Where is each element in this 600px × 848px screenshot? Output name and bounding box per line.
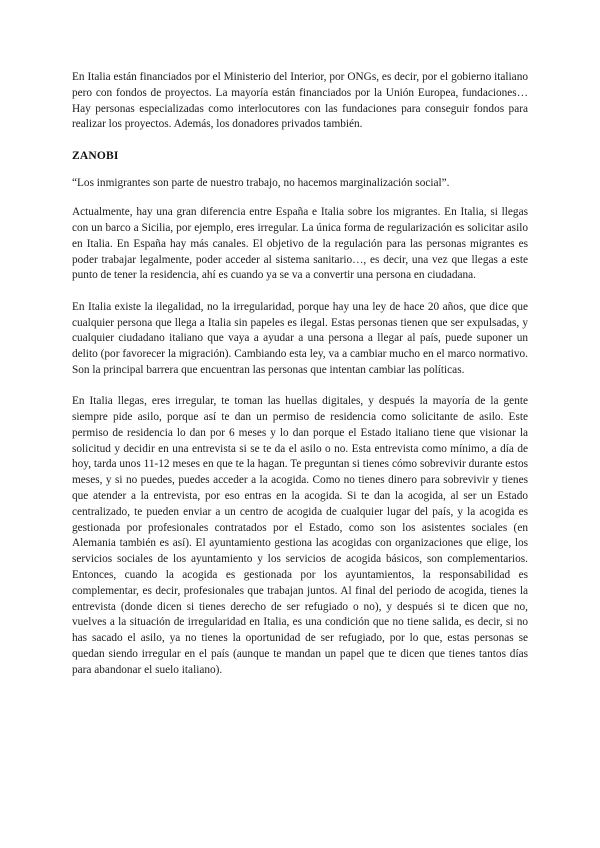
paragraph-spain-italy: Actualmente, hay una gran diferencia entre España e Italia sobre los migrantes. En Italia, si llegas con un barco a Sicilia, por ejemplo, eres irregular. La única forma de regularización es solicitar asilo en Italia. En España hay más canales. El objetivo de la regulación para las personas migrantes es poder trabajar legalmente, poder acceder al sistema sanitario…, es decir, una vez que llegas a este punto de tener la residencia, ahí es cuando ya se va a convertir una persona en ciudadana. [72, 206, 528, 282]
quote-paragraph: “Los inmigrantes son parte de nuestro trabajo, no hacemos marginalización social”. [72, 177, 450, 190]
section-heading: ZANOBI [72, 149, 119, 162]
paragraph-asylum-process: En Italia llegas, eres irregular, te toman las huellas digitales, y después la mayoría de la gente siempre pide asilo, porque así te dan un permiso de residencia como solicitante de asilo. Este permiso de residencia lo dan por 6 meses y lo dan porque el Estado italiano tiene que visionar la solicitud y decidir en una entrevista si se te da el asilo o no. Esta entrevista como mínimo, a día de hoy, tarda unos 11-12 meses en que te la hagan. Te preguntan si tienes cómo sobrevivir durante estos meses, y si no puedes, puedes acceder a la acogida. Como no tienes dinero para sobrevivir y tienes que atender a la entrevista, por eso entras en la acogida. Si te dan la acogida, al ser un Estado centralizado, te pueden enviar a un centro de acogida de cualquier lugar del país, y la acogida es gestionada por profesionales contratados por el Estado, como son los asistentes sociales (en Alemania también es así). El ayuntamiento gestiona las acogidas con organizaciones que elige, los servicios sociales de los ayuntamiento y los servicios de acogida básicos, son complementarios. Entonces, cuando la acogida es gestionada por los ayuntamientos, la responsabilidad es complementar, es decir, profesionales que trabajan juntos. Al final del periodo de acogida, tienes la entrevista (donde dicen si tienes derecho de ser refugiado o no), y después si te dicen que no, vuelves a la situación de irregularidad en Italia, es una condición que no tiene salida, es decir, si no has sacado el asilo, ya no tienes la oportunidad de ser refugiado, por lo que, estas personas se quedan siendo irregular en el país (aunque te mandan un papel que te dicen que tienes tantos días para abandonar el suelo italiano). [72, 395, 528, 676]
paragraph-funding: En Italia están financiados por el Ministerio del Interior, por ONGs, es decir, por el gobierno italiano pero con fondos de proyectos. La mayoría están financiados por la Unión Europea, fundaciones… Hay personas especializadas como interlocutores con las fundaciones para conseguir fondos para realizar los proyectos. Además, los donadores privados también. [72, 71, 528, 131]
paragraph-illegality: En Italia existe la ilegalidad, no la irregularidad, porque hay una ley de hace 20 años, que dice que cualquier persona que llega a Italia sin papeles es ilegal. Estas personas tienen que ser expulsadas, y cualquier ciudadano italiano que vaya a ayudar a una persona a llegar al país, puede suponer un delito (por favorecer la migración). Cambiando esta ley, va a cambiar mucho en el marco normativo. Son la principal barrera que encuentran las personas que intentan cambiar las políticas. [72, 300, 528, 376]
document-page [72, 70, 528, 694]
